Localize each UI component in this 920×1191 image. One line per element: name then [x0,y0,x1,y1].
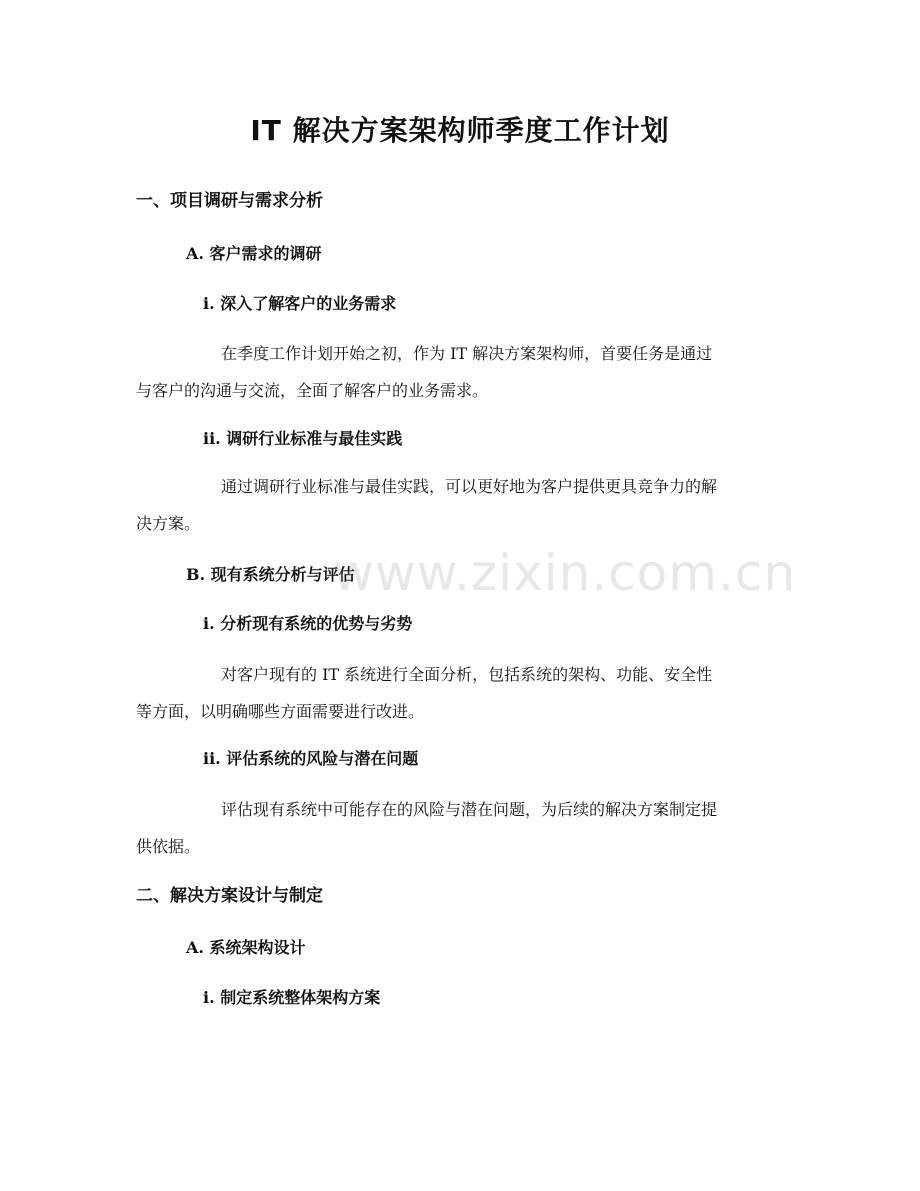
paragraph-1b-i [136,656,786,730]
paragraph-line: 决方案。 [136,514,201,533]
section-heading-2: 二、解决方案设计与制定 [136,886,323,906]
paragraph-line: 评估现有系统中可能存在的风险与潜在问题，为后续的解决方案制定提 [221,800,718,819]
item-heading-2a-i: i. 制定系统整体架构方案 [203,988,381,1007]
document-title: IT 解决方案架构师季度工作计划 [250,114,670,147]
paragraph-line: 在季度工作计划开始之初，作为 IT 解决方案架构师，首要任务是通过 [221,344,713,363]
paragraph-1b-ii [136,791,786,865]
item-heading-1b-i: i. 分析现有系统的优势与劣势 [203,614,413,633]
subsection-heading-1a: A. 客户需求的调研 [186,244,322,263]
paragraph-line: 对客户现有的 IT 系统进行全面分析，包括系统的架构、功能、安全性 [221,665,713,684]
paragraph-line: 通过调研行业标准与最佳实践，可以更好地为客户提供更具竞争力的解 [221,477,718,496]
item-heading-1a-ii: ii. 调研行业标准与最佳实践 [203,429,403,448]
paragraph-line: 供依据。 [136,837,201,856]
subsection-heading-2a: A. 系统架构设计 [186,938,306,957]
item-heading-1b-ii: ii. 评估系统的风险与潜在问题 [203,749,419,768]
section-heading-1: 一、项目调研与需求分析 [136,191,323,211]
paragraph-line: 等方面，以明确哪些方面需要进行改进。 [136,702,425,721]
paragraph-line: 与客户的沟通与交流，全面了解客户的业务需求。 [136,381,489,400]
subsection-heading-1b: B. 现有系统分析与评估 [186,565,355,584]
paragraph-1a-i [136,335,786,409]
item-heading-1a-i: i. 深入了解客户的业务需求 [203,294,397,313]
watermark: www.zixin.com.cn [333,544,797,602]
paragraph-1a-ii [136,468,786,542]
